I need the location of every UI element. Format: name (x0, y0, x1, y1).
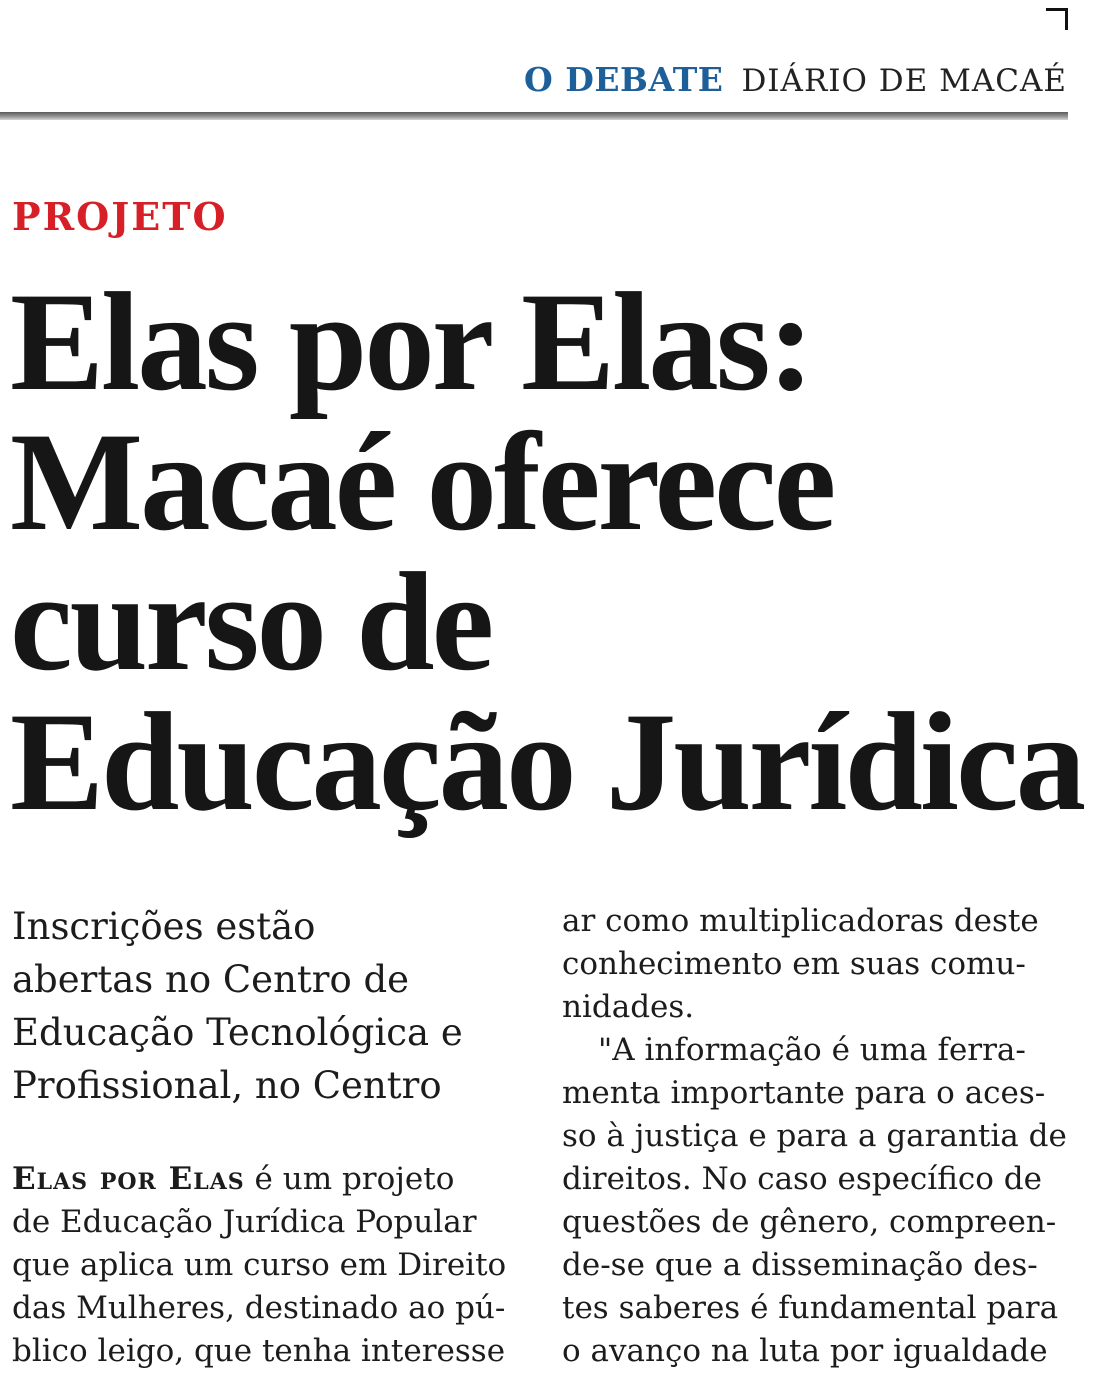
lead-in: Elas por Elas (12, 1161, 245, 1197)
headline-line: curso de (10, 544, 492, 700)
subhead-line: abertas no Centro de (12, 958, 410, 1001)
headline-line: Educação Jurídica (10, 684, 1084, 840)
body-line: conhecimento em suas comu- (562, 946, 1026, 982)
body-line: so à justiça e para a garantia de (562, 1118, 1067, 1154)
lead-paragraph (12, 1158, 520, 1373)
body-line (12, 1158, 520, 1201)
crop-mark (1046, 8, 1068, 30)
body-line: questões de gênero, compreen- (562, 1204, 1057, 1240)
lead-first-line-rest: é um projeto (244, 1161, 455, 1197)
body-line: blico leigo, que tenha interesse (12, 1333, 506, 1369)
body-line: menta importante para o aces- (562, 1075, 1046, 1111)
body-line: nidades. (562, 989, 695, 1025)
masthead-brand: O DEBATE (524, 60, 724, 99)
body-line: "A informação é uma ferra- (598, 1032, 1026, 1068)
subhead-line: Educação Tecnológica e (12, 1011, 463, 1054)
masthead-paper-name: DIÁRIO DE MACAÉ (741, 63, 1067, 99)
body-line: tes saberes é fundamental para (562, 1290, 1059, 1326)
article-subhead (12, 900, 520, 1112)
body-line: o avanço na luta por igualdade (562, 1333, 1048, 1369)
headline-line: Macaé oferece (10, 404, 834, 560)
body-line: direitos. No caso específico de (562, 1161, 1042, 1197)
headline-line: Elas por Elas: (10, 264, 812, 420)
body-line: que aplica um curso em Direito (12, 1247, 507, 1283)
article-column-right (562, 900, 1070, 1373)
article-kicker: PROJETO (12, 194, 228, 239)
masthead (524, 60, 1067, 104)
article-column-left (12, 900, 520, 1373)
body-line: de Educação Jurídica Popular (12, 1204, 477, 1240)
quote-paragraph (562, 1029, 1070, 1373)
body-line: ar como multiplicadoras deste (562, 903, 1039, 939)
continuation-paragraph (562, 900, 1070, 1029)
masthead-rule (0, 112, 1068, 120)
article-headline (10, 264, 1110, 840)
body-line: de-se que a disseminação des- (562, 1247, 1038, 1283)
subhead-line: Inscrições estão (12, 905, 316, 948)
subhead-line: Profissional, no Centro (12, 1064, 442, 1107)
body-line: das Mulheres, destinado ao pú- (12, 1290, 506, 1326)
